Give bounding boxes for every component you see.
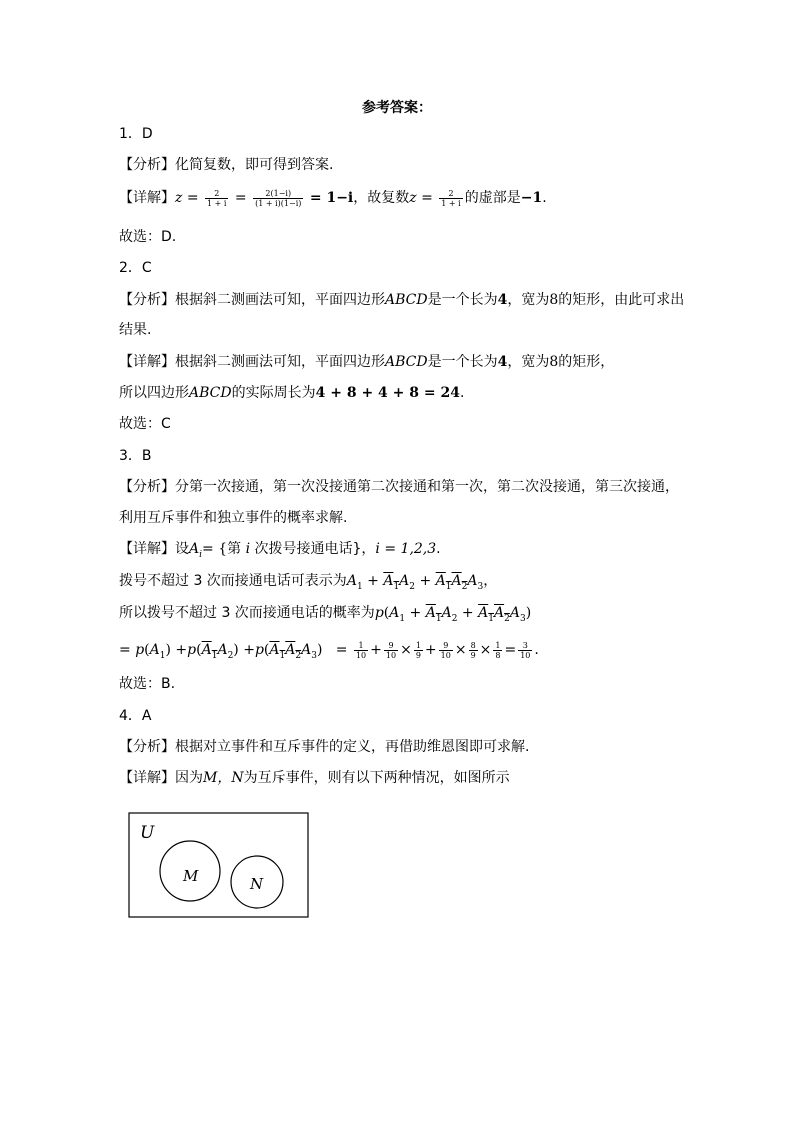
- q2-analysis: 【分析】根据斜二测画法可知，平面四边形ABCD是一个长为4，宽为8的矩形，由此可求出: [119, 292, 685, 308]
- q1-text3: 的虚部是: [464, 190, 521, 206]
- q2-number: 2．C: [119, 260, 152, 276]
- q3-detail: 【详解】设$A_i=$ {第 i 次拨号接通电话}，i = 1,2,3.: [119, 541, 441, 560]
- q3-line5: = $p(A_1) +p(\overline{A}_1A_2) +p(\overline{A}_1\overline{A}_2A_3)$ = $\frac{1}{10}$ + $\frac{9}{10}$ × $\frac{1}{9}$ + $\frac{9}{10}$ × $\frac{8}{9}$ × $\frac{1}{8}$ = $\frac{3}{10}$ .: [119, 640, 539, 661]
- venn-universe-box: [129, 813, 308, 917]
- q3-conclusion: 故选：B.: [119, 676, 176, 692]
- q1-eq: =: [186, 190, 199, 206]
- q1-number: 1．D: [119, 126, 153, 142]
- q1-eq3: =: [421, 190, 433, 206]
- q2-analysis-line2: 结果.: [119, 322, 152, 338]
- q3-line4: 所以拨号不超过 3 次而接通电话的概率为$p(A_1 + \overline{A}_1A_2 + \overline{A}_1\overline{A}_2A_3)$: [119, 605, 532, 624]
- q2-detail-line2: 所以四边形ABCD的实际周长为4 + 8 + 4 + 8 = 24.: [119, 385, 465, 401]
- q1-end: .: [542, 190, 547, 206]
- q3-number: 3．B: [119, 448, 152, 464]
- q4-detail: 【详解】因为M，N为互斥事件，则有以下两种情况，如图所示: [119, 770, 510, 786]
- q4-number: 4．A: [119, 708, 152, 724]
- venn-universe-label: U: [140, 823, 155, 843]
- q1-value: −1: [520, 190, 543, 206]
- q1-conclusion: 故选：D.: [119, 229, 177, 245]
- q1-detail: [119, 188, 547, 208]
- q1-fraction-1: $\frac{2}{1 + i}$: [207, 188, 227, 208]
- q1-fraction-2: $\frac{2(1-i)}{(1 + i)(1-i)}$: [255, 188, 302, 208]
- q1-analysis: 【分析】化简复数，即可得到答案.: [119, 157, 334, 173]
- q4-analysis: 【分析】根据对立事件和互斥事件的定义，再借助维恩图即可求解.: [119, 739, 530, 755]
- q3-line3: 拨号不超过 3 次而接通电话可表示为$A_1 + \overline{A}_1A_2 + \overline{A}_1\overline{A}_2A_3$，: [119, 573, 498, 592]
- venn-set-m-label: M: [183, 867, 199, 885]
- q2-detail: 【详解】根据斜二测画法可知，平面四边形ABCD是一个长为4，宽为8的矩形，: [119, 354, 615, 370]
- q1-text2: ，故复数: [353, 190, 410, 206]
- q1-eq2: =: [234, 190, 247, 206]
- q3-analysis-line2: 利用互斥事件和独立事件的概率求解.: [119, 510, 348, 526]
- q1-z2: z: [409, 190, 417, 206]
- venn-diagram: [128, 812, 310, 919]
- q3-analysis-line1: 【分析】分第一次接通，第一次没接通第二次接通和第一次，第二次没接通，第三次接通，: [119, 479, 679, 495]
- q1-detail-label: 【详解】: [119, 190, 175, 206]
- q1-fraction-3: $\frac{2}{1 + i}$: [441, 188, 461, 208]
- q1-result: = 1−i: [309, 190, 354, 206]
- q1-z: z: [175, 190, 183, 206]
- venn-set-n-label: N: [250, 875, 264, 893]
- q2-conclusion: 故选：C: [119, 416, 171, 432]
- page-title: 参考答案：: [362, 100, 432, 116]
